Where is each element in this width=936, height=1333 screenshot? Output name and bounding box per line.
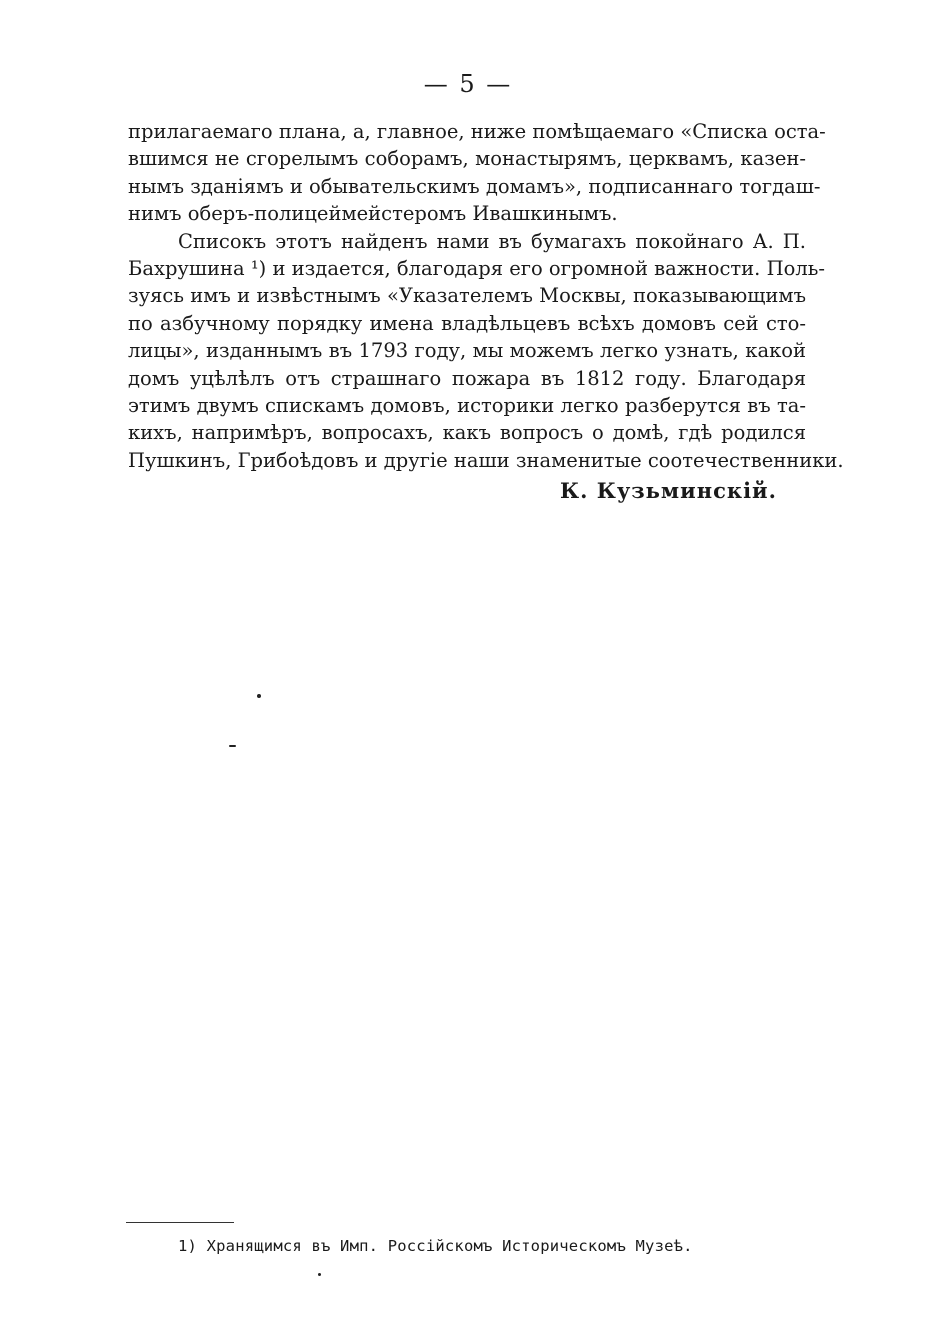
- text-line: Списокъ этотъ найденъ нами въ бумагахъ покойнаго А. П.: [178, 229, 806, 253]
- text-line: нымъ зданіямъ и обывательскимъ домамъ», подписаннаго тогдаш-: [128, 174, 821, 198]
- text-line: зуясь имъ и извѣстнымъ «Указателемъ Москвы, показывающимъ: [128, 284, 806, 308]
- text-line: прилагаемаго плана, а, главное, ниже помѣщаемаго «Списка оста-: [128, 120, 826, 143]
- text-line: по азбучному порядку имена владѣльцевъ всѣхъ домовъ сей сто-: [128, 311, 806, 335]
- footnote-divider: [126, 1222, 234, 1223]
- text-line: Бахрушина ¹) и издается, благодаря его огромной важности. Поль-: [128, 256, 825, 280]
- ink-speck: [229, 745, 236, 747]
- page-number: — 5 —: [423, 70, 513, 98]
- text-line: домъ уцѣлѣлъ отъ страшнаго пожара въ 1812 году. Благодаря: [128, 366, 806, 390]
- text-line: Пушкинъ, Грибоѣдовъ и другіе наши знаменитые соотечественники.: [128, 448, 844, 472]
- footnote: 1) Хранящимся въ Имп. Россійскомъ Историческомъ Музеѣ.: [178, 1237, 693, 1255]
- ink-speck: [318, 1273, 321, 1276]
- body-text: [128, 118, 844, 474]
- ink-speck: [257, 694, 261, 698]
- author-signature: К. Кузьминскій.: [560, 478, 777, 503]
- text-line: лицы», изданнымъ въ 1793 году, мы можемъ легко узнать, какой: [128, 339, 806, 363]
- text-line: кихъ, напримѣръ, вопросахъ, какъ вопросъ о домѣ, гдѣ родился: [128, 421, 806, 445]
- text-line: нимъ оберъ-полицеймейстеромъ Ивашкинымъ.: [128, 202, 618, 226]
- text-line: вшимся не сгорелымъ соборамъ, монастырямъ, церквамъ, казен-: [128, 147, 806, 171]
- text-line: этимъ двумъ спискамъ домовъ, историки легко разберутся въ та-: [128, 393, 806, 417]
